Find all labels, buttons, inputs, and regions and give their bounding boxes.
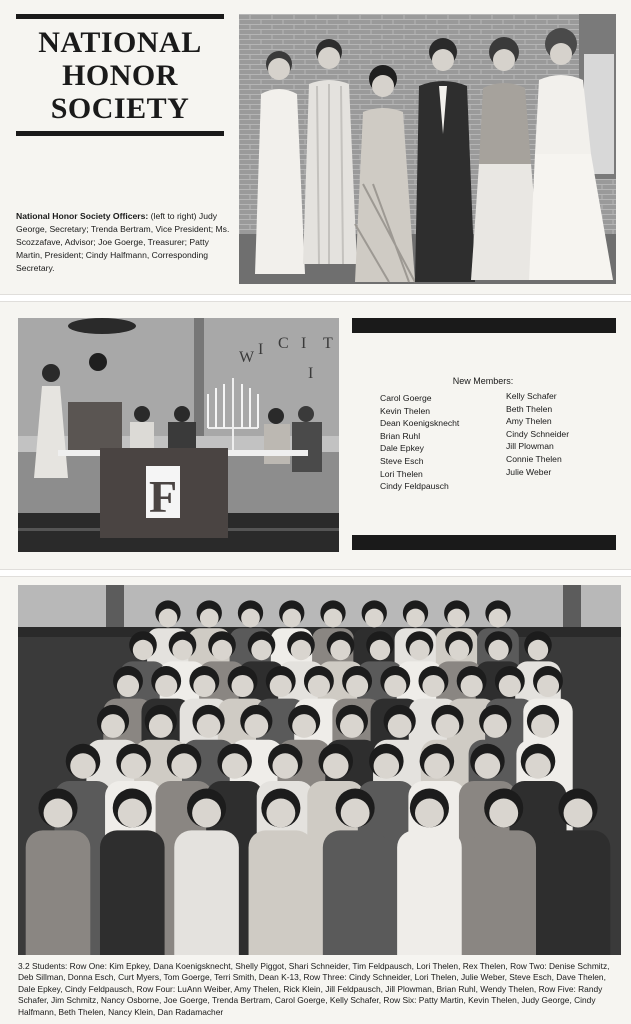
student-figure-face <box>488 640 508 660</box>
student-figure-face <box>121 753 147 779</box>
student-figure-face <box>171 753 197 779</box>
student-figure-face <box>370 640 390 660</box>
new-members-right-column <box>506 390 569 478</box>
student-figure-face <box>197 714 221 738</box>
student-figure-face <box>409 640 429 660</box>
officers-photo <box>239 14 616 284</box>
student-figure-face <box>159 609 178 628</box>
student-figure-face <box>172 640 192 660</box>
student-figure-face <box>222 753 248 779</box>
officers-caption <box>16 210 230 275</box>
title-top-rule <box>16 14 224 19</box>
group-photo <box>18 585 621 955</box>
student-figure-body <box>100 830 165 955</box>
student-figure-face <box>291 640 311 660</box>
member-name: Carol Goerge <box>380 393 432 403</box>
student-figure-face <box>374 753 400 779</box>
student-figure-body <box>26 830 91 955</box>
student-figure-face <box>292 714 316 738</box>
members-top-bar <box>352 318 616 333</box>
podium-banner-letter: F <box>148 471 178 522</box>
student-figure-face <box>118 799 147 828</box>
student-figure-face <box>499 675 521 697</box>
student-figure-face <box>149 714 173 738</box>
student-figure-face <box>447 609 466 628</box>
student-figure-face <box>406 609 425 628</box>
student-figure-face <box>384 675 406 697</box>
member-name: Brian Ruhl <box>380 430 421 441</box>
student-figure-face <box>70 753 96 779</box>
section-divider <box>0 569 631 577</box>
student-figure-face <box>282 609 301 628</box>
student-figure-face <box>525 753 551 779</box>
student-figure-face <box>489 609 508 628</box>
student-figure-face <box>323 753 349 779</box>
wall-letter: C <box>278 335 289 352</box>
member-name: Dean Koenigsknecht <box>380 418 460 429</box>
student-figure-body <box>546 830 611 955</box>
member-name: Julie Weber <box>506 466 552 477</box>
student-figure-face <box>266 799 295 828</box>
student-figure-face <box>340 714 364 738</box>
student-figure-face <box>244 714 268 738</box>
section-divider <box>0 294 631 302</box>
student-figure-face <box>251 640 271 660</box>
student-figure-face <box>330 640 350 660</box>
student-figure-body <box>174 830 239 955</box>
title-line: HONOR <box>62 59 178 92</box>
student-figure-face <box>341 799 370 828</box>
officers-caption-text: (left to right) Judy George, Secretary; Trenda Bertram, Vice President; Ms. Scozzafave, Advisor; Joe Goerge, Treasurer; Patty Martin, President; Cindy Halfmann, Corresponding Secretary. <box>16 211 230 273</box>
member-name: Cindy Schneider <box>506 428 570 439</box>
title-bottom-rule <box>16 131 224 136</box>
student-figure-face <box>200 609 219 628</box>
student-figure-face <box>424 753 450 779</box>
title-line: SOCIETY <box>50 92 190 125</box>
student-figure-face <box>212 640 232 660</box>
student-figure-face <box>272 753 298 779</box>
wall-letter: I <box>258 341 264 358</box>
student-figure-face <box>489 799 518 828</box>
wall-letter: I <box>308 365 314 382</box>
student-figure-face <box>241 609 260 628</box>
student-figure-face <box>461 675 483 697</box>
new-members-left-column <box>380 392 459 493</box>
wall-letter: I <box>301 335 307 352</box>
member-name: Kelly Schafer <box>506 391 557 401</box>
member-name: Steve Esch <box>380 455 424 466</box>
student-figure-face <box>324 609 343 628</box>
student-figure-face <box>101 714 125 738</box>
students-caption: 3.2 Students: Row One: Kim Epkey, Dana Koenigsknecht, Shelly Piggot, Shari Schneider, Tim Feldpausch, Lori Thelen, Rex Thelen, Row Two: Denise Schmitz, Deb Sillman, Donna Esch, Curt Myers, Tom Goerge, Terri Smith, Dean K-13, Row Three: Cindy Schneider, Lori Thelen, Julie Weber, Steve Esch, Dave Thelen, Dale Epkey, Cindy Feldpausch, Row Four: LuAnn Weiber, Amy Thelen, Rick Klein, Jill Feldpausch, Jill Plowman, Brian Ruhl, Wendy Thelen, Row Five: Randy Schafer, Jim Schmitz, Nancy Osborne, Joe Goerge, Trenda Bertram, Carol Goerge, Kelly Schafer, Row Six: Patty Martin, Kevin Thelen, Judy George, Cindy Halfmann, Beth Thelen, Nancy Klein, Dan Radamacher <box>18 961 610 1017</box>
student-figure-face <box>155 675 177 697</box>
title-line: NATIONAL <box>38 26 202 59</box>
member-name: Cindy Feldpausch <box>380 481 449 492</box>
ceremony-photo <box>18 318 339 552</box>
new-members-heading: New Members: <box>452 376 514 386</box>
wall-letter: W <box>239 349 255 366</box>
student-figure-face <box>531 714 555 738</box>
student-figure-face <box>193 675 215 697</box>
member-name: Connie Thelen <box>506 453 562 464</box>
student-figure-face <box>436 714 460 738</box>
student-figure-body <box>471 830 536 955</box>
student-figure-face <box>564 799 593 828</box>
page-title <box>16 26 224 125</box>
member-name: Dale Epkey <box>380 443 424 454</box>
members-bottom-bar <box>352 535 616 550</box>
member-name: Lori Thelen <box>380 468 423 479</box>
student-figure-body <box>397 830 462 955</box>
student-figure-face <box>422 675 444 697</box>
student-figure-face <box>133 640 153 660</box>
student-figure-face <box>537 675 559 697</box>
member-name: Jill Plowman <box>506 441 554 452</box>
member-name: Beth Thelen <box>506 403 553 414</box>
member-name: Kevin Thelen <box>380 405 431 416</box>
student-figure-body <box>323 830 388 955</box>
officers-caption-lead: National Honor Society Officers: <box>16 211 149 221</box>
student-figure-face <box>475 753 501 779</box>
student-figure-face <box>415 799 444 828</box>
student-figure-face <box>346 675 368 697</box>
student-figure-face <box>192 799 221 828</box>
student-figure-face <box>388 714 412 738</box>
student-figure-face <box>270 675 292 697</box>
student-figure-face <box>483 714 507 738</box>
student-figure-body <box>249 830 314 955</box>
member-name: Amy Thelen <box>506 416 552 427</box>
student-figure-face <box>44 799 73 828</box>
student-figure-face <box>231 675 253 697</box>
student-figure-face <box>365 609 384 628</box>
student-figure-face <box>528 640 548 660</box>
student-figure-face <box>117 675 139 697</box>
student-figure-face <box>308 675 330 697</box>
wall-letter: T <box>323 335 333 352</box>
student-figure-face <box>449 640 469 660</box>
